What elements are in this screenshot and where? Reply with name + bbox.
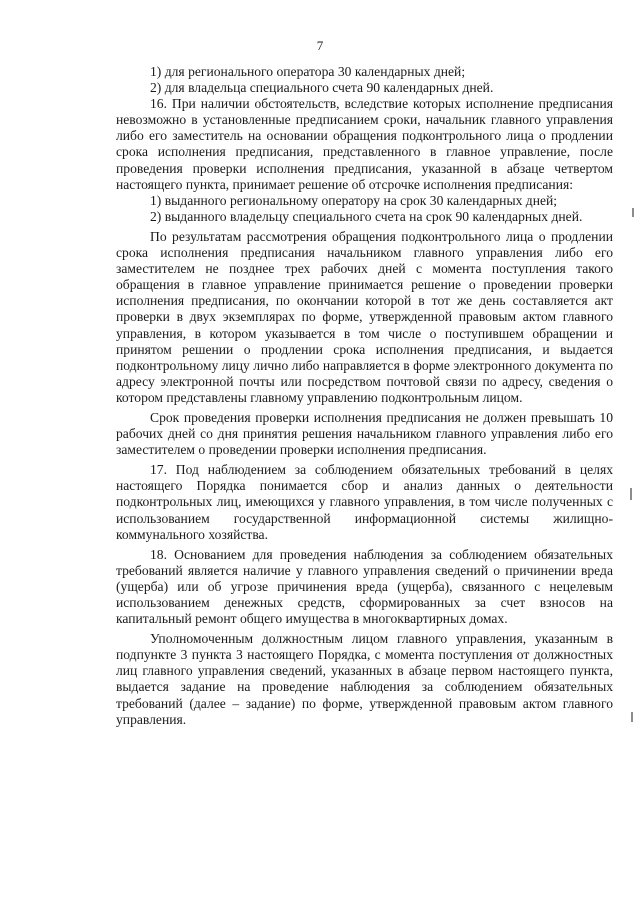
paragraph: 17. Под наблюдением за соблюдением обязательных требований в целях настоящего Порядка понимается сбор и анализ данных о деятельности подконтрольных лиц, имеющихся у главного управления, в том числе полученных с использованием государственной информационной системы жилищно-коммунального хозяйства.: [116, 462, 613, 542]
list-item: 2) для владельца специального счета 90 календарных дней.: [150, 80, 494, 96]
list-item: 1) выданного региональному оператору на срок 30 календарных дней;: [150, 192, 558, 208]
paragraph: Уполномоченным должностным лицом главного управления, указанным в подпункте 3 пункта 3 настоящего Порядка, с момента поступления от должностных лиц главного управления сведений, указанных в абзаце первом настоящего пункта, выдается задание на проведение наблюдения за соблюдением обязательных требований (далее – задание) по форме, утвержденной правовым актом главного управления.: [116, 631, 613, 727]
paragraph: По результатам рассмотрения обращения подконтрольного лица о продлении срока исполнения предписания начальником главного управления либо его заместителем не позднее трех рабочих дней с момента поступления такого обращения в главное управление принимается решение о проведении проверки исполнения предписания, по окончании которой в тот же день составляется акт проверки в двух экземплярах по форме, утвержденной правовым актом главного управления, в котором указывается в том числе о поступившем обращении и принятом решении о продлении срока исполнения предписания, и выдается подконтрольному лицу лично либо направляется в форме электронного документа по адресу электронной почты или посредством почтовой связи по адресу, сведения о котором представлены главному управлению подконтрольным лицом.: [116, 228, 613, 405]
list-item: 1) для регионального оператора 30 календарных дней;: [150, 64, 466, 79]
paragraph: Срок проведения проверки исполнения предписания не должен превышать 10 рабочих дней со дня принятия решения начальником главного управления либо его заместителем о проведении проверки исполнения предписания.: [116, 409, 613, 458]
scan-artifact-mark: [630, 488, 632, 500]
page-number: 7: [316, 38, 324, 53]
paragraph: 18. Основанием для проведения наблюдения за соблюдением обязательных требований является наличие у главного управления сведений о причинении вреда (ущерба) или об угрозе причинения вреда (ущерба), связанного с нецелевым использованием денежных средств, сформированных за счет взносов на капитальный ремонт общего имущества в многоквартирных домах.: [116, 546, 613, 627]
scan-artifact-mark: [631, 712, 633, 722]
list-item: 2) выданного владельцу специального счета на срок 90 календарных дней.: [150, 208, 583, 224]
paragraph: 16. При наличии обстоятельств, вследствие которых исполнение предписания невозможно в установленные предписанием сроки, начальник главного управления либо его заместитель на основании обращения подконтрольного лица о продлении срока исполнения предписания, представленного в главное управление, после проведения проверки исполнения предписания, указанной в абзаце четвертом настоящего пункта, принимает решение об отсрочке исполнения предписания:: [116, 96, 613, 192]
scan-artifact-mark: [632, 208, 634, 217]
document-body: [116, 64, 613, 728]
